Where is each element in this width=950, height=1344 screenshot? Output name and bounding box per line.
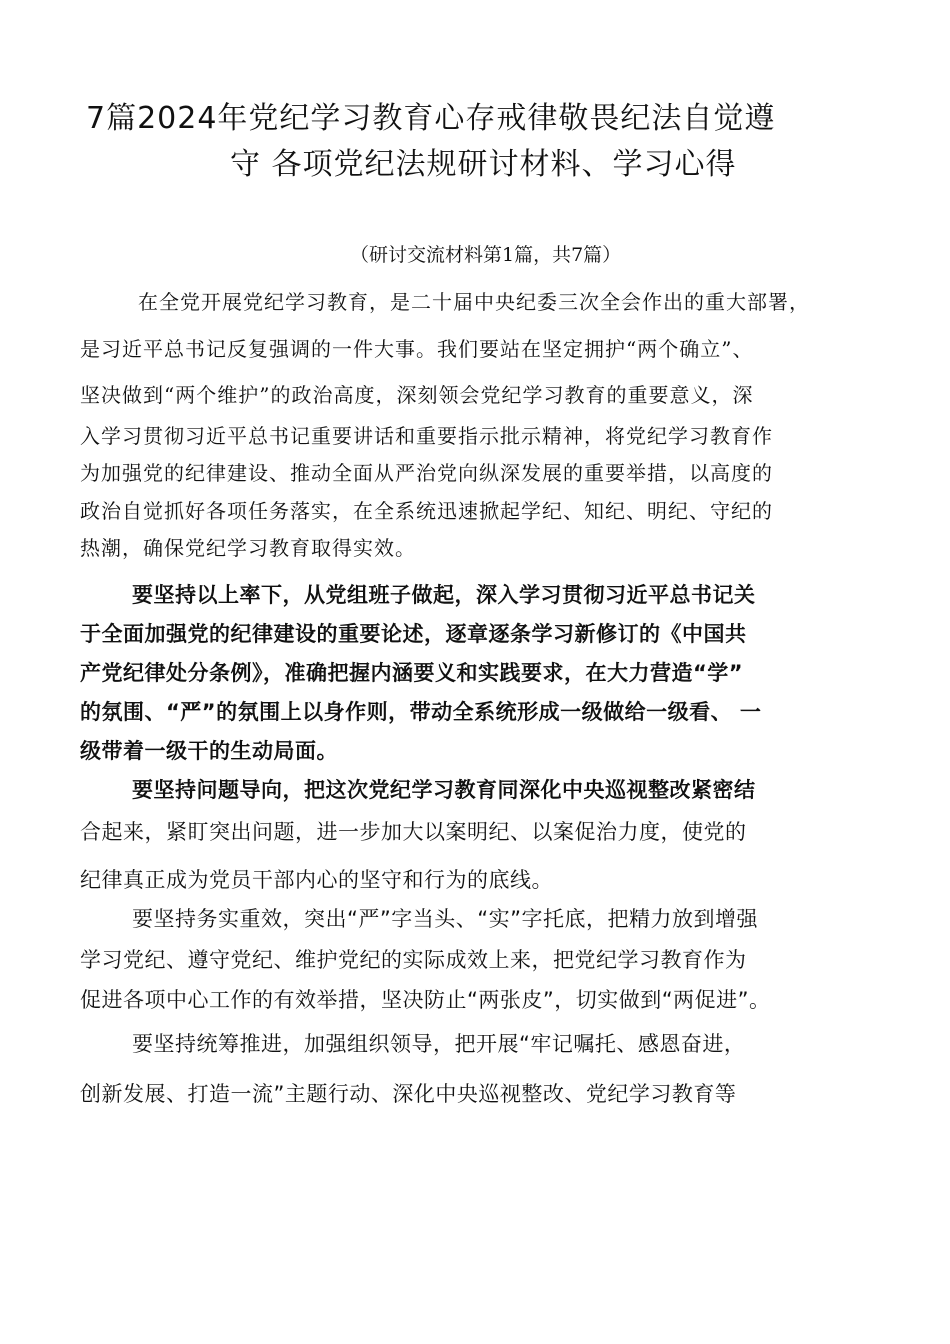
paragraph-5-line: 创新发展、打造一流”主题行动、深化中央巡视整改、党纪学习教育等 [80,1082,737,1106]
paragraph-1-line: 是习近平总书记反复强调的一件大事。我们要站在坚定拥护“两个确立”、 [80,337,754,361]
document-title [70,96,880,188]
paragraph-1-line: 热潮，确保党纪学习教育取得实效。 [80,536,416,560]
paragraph-4-line: 要坚持务实重效，突出“严”字当头、“实”字托底，把精力放到增强 [132,907,759,931]
paragraph-3-lead: 要坚持问题导向，把这次党纪学习教育同深化中央巡视整改紧密结 [132,778,756,802]
paragraph-1-line: 坚决做到“两个维护”的政治高度，深刻领会党纪学习教育的重要意义，深 [80,383,754,407]
title-line-1: 7篇2024年党纪学习教育心存戒律敬畏纪法自觉遵 [86,101,776,136]
paragraph-4-line: 学习党纪、遵守党纪、维护党纪的实际成效上来，把党纪学习教育作为 [80,948,747,972]
document-subtitle: （研讨交流材料第1篇，共7篇） [350,244,622,266]
title-line-2: 守 各项党纪法规研讨材料、学习心得 [230,147,737,182]
paragraph-1-line: 在全党开展党纪学习教育，是二十届中央纪委三次全会作出的重大部署， [138,290,810,314]
paragraph-3-line: 纪律真正成为党员干部内心的坚守和行为的底线。 [80,868,553,892]
paragraph-4-line: 促进各项中心工作的有效举措，坚决防止“两张皮”，切实做到“两促进”。 [80,988,771,1012]
paragraph-3-line: 合起来，紧盯突出问题，进一步加大以案明纪、以案促治力度，使党的 [80,820,747,844]
paragraph-2-line: 产党纪律处分条例》，准确把握内涵要义和实践要求，在大力营造“学” [80,661,744,685]
paragraph-2-line: 的氛围、“严”的氛围上以身作则，带动全系统形成一级做给一级看、 一 [80,700,762,724]
paragraph-2-line: 要坚持以上率下，从党组班子做起，深入学习贯彻习近平总书记关 [132,583,756,607]
paragraph-1-line: 为加强党的纪律建设、推动全面从严治党向纵深发展的重要举措，以高度的 [80,461,773,485]
paragraph-1-line: 入学习贯彻习近平总书记重要讲话和重要指示批示精神，将党纪学习教育作 [80,424,773,448]
paragraph-5-line: 要坚持统筹推进，加强组织领导，把开展“牢记嘱托、感恩奋进， [132,1032,746,1056]
paragraph-1-line: 政治自觉抓好各项任务落实，在全系统迅速掀起学纪、知纪、明纪、守纪的 [80,499,773,523]
paragraph-2-line: 于全面加强党的纪律建设的重要论述，逐章逐条学习新修订的《中国共 [80,622,747,646]
paragraph-2-line: 级带着一级干的生动局面。 [80,739,338,763]
